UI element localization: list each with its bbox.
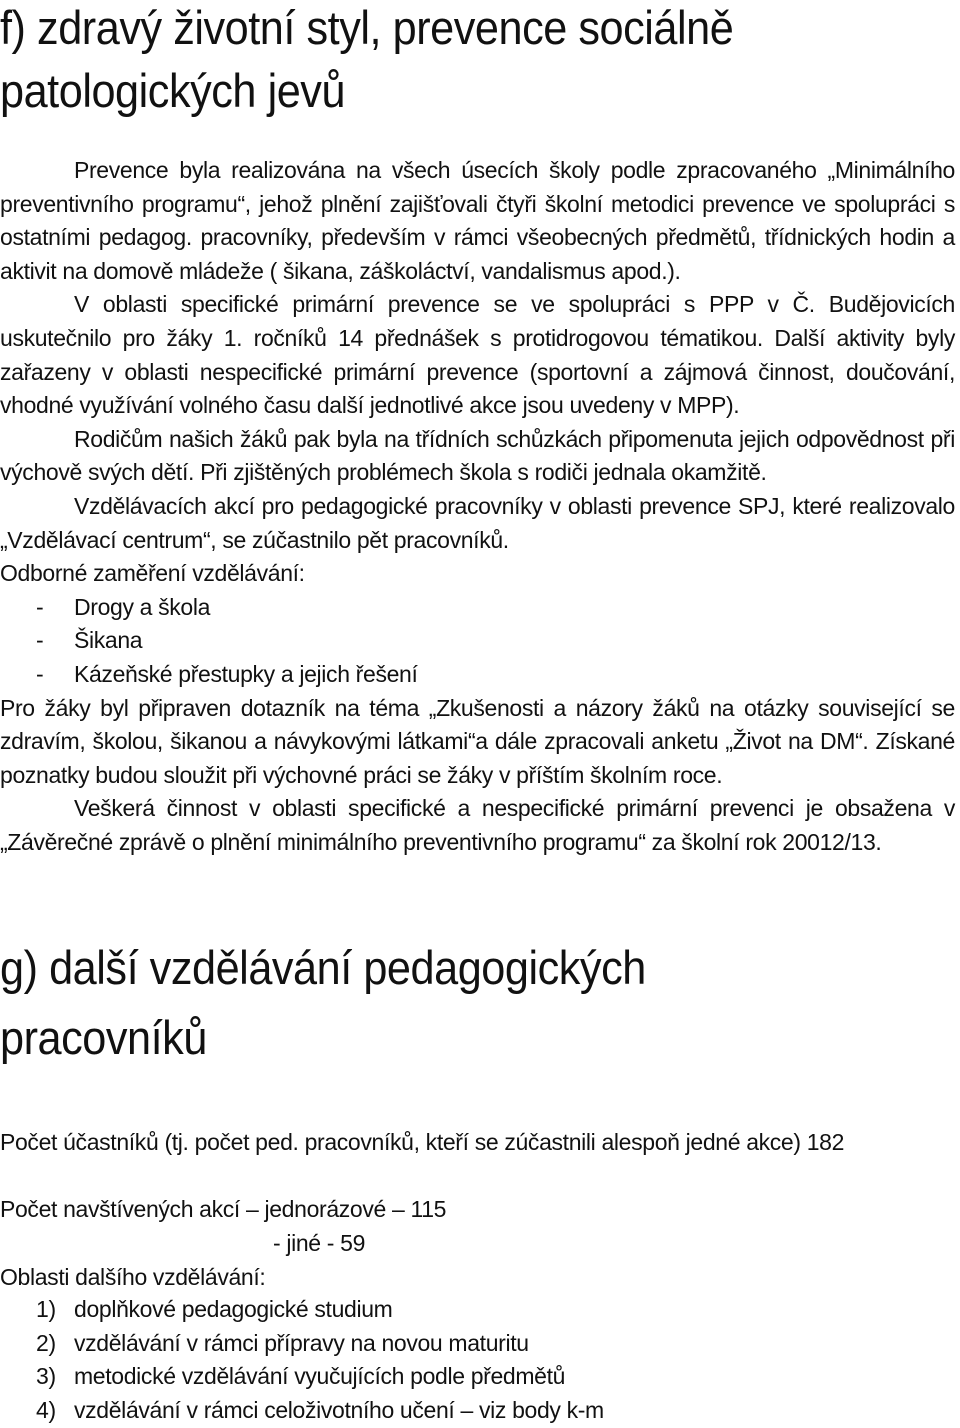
paragraph-parents: Rodičům našich žáků pak byla na třídních schůzkách připomenuta jejich odpovědnost při výchově svých dětí. Při zjištěných problémech škola s rodiči jednala okamžitě. (0, 425, 955, 486)
list-item: - Šikana (36, 627, 143, 654)
paragraph-prevention-overview: Prevence byla realizována na všech úsecích školy podle zpracovaného „Minimálního preventivního programu“, jehož plnění zajišťovali čtyři školní metodici prevence ve spolupráci s ostatními pedagog. pracovníky, především v rámci všeobecných předmětů, třídnických hodin a aktivit na domově mládeže ( šikana, záškoláctví, vandalismus apod.). (0, 157, 955, 284)
paragraph-specific-prevention: V oblasti specifické primární prevence se ve spolupráci s PPP v Č. Budějovicích uskutečnilo pro žáky 1. ročníků 14 přednášek s protidrogovou tématikou. Další aktivity byly zařazeny v oblasti nespecifické primární prevence (sportovní a zájmová činnost, doučování, vhodné využívání volného času další jednotlivé akce jsou uvedeny v MPP). (0, 291, 955, 419)
list-item: - Drogy a škola (36, 593, 211, 620)
focus-list (0, 591, 955, 692)
participants-count: Počet účastníků (tj. počet ped. pracovníků, kteří se zúčastnili alespoň jedné akce) 182 (0, 1129, 845, 1155)
list-item: 4) vzdělávání v rámci celoživotního učení – viz body k-m (36, 1396, 604, 1423)
section-f-heading-line-1: f) zdravý životní styl, prevence sociálně (0, 1, 734, 54)
section-f-body (0, 154, 955, 859)
list-item: 1) doplňkové pedagogické studium (36, 1296, 393, 1322)
paragraph-final-report: Veškerá činnost v oblasti specifické a nespecifické primární prevenci je obsažena v „Závěrečné zprávě o plnění minimálního preventivního programu“ za školní rok 20012/13. (0, 795, 955, 855)
focus-label: Odborné zaměření vzdělávání: (0, 560, 305, 587)
paragraph-teacher-training: Vzdělávacích akcí pro pedagogické pracovníky v oblasti prevence SPJ, které realizovalo „Vzdělávací centrum“, se zúčastnilo pět pracovníků. (0, 492, 955, 553)
list-item: - Kázeňské přestupky a jejich řešení (36, 660, 418, 687)
visited-events-other: - jiné - 59 (273, 1230, 366, 1256)
list-item: 2) vzdělávání v rámci přípravy na novou maturitu (36, 1329, 529, 1356)
areas-label: Oblasti dalšího vzdělávání: (0, 1264, 266, 1290)
visited-events-one-off: Počet navštívených akcí – jednorázové – 115 (0, 1196, 447, 1222)
section-f-heading-line-2: patologických jevů (0, 64, 346, 117)
section-g-heading-line-2: pracovníků (0, 1011, 207, 1064)
areas-list (0, 1293, 604, 1427)
list-item: 3) metodické vzdělávání vyučujících podle předmětů (36, 1363, 566, 1390)
paragraph-questionnaire: Pro žáky byl připraven dotazník na téma „Zkušenosti a názory žáků na otázky související se zdravím, školou, šikanou a návykovými látkami“a dále zpracovali anketu „Život na DM“. Získané poznatky budou sloužit při výchovné práci se žáky v příštím školním roce. (0, 694, 955, 788)
section-g-heading-line-1: g) další vzdělávání pedagogických (0, 941, 646, 994)
